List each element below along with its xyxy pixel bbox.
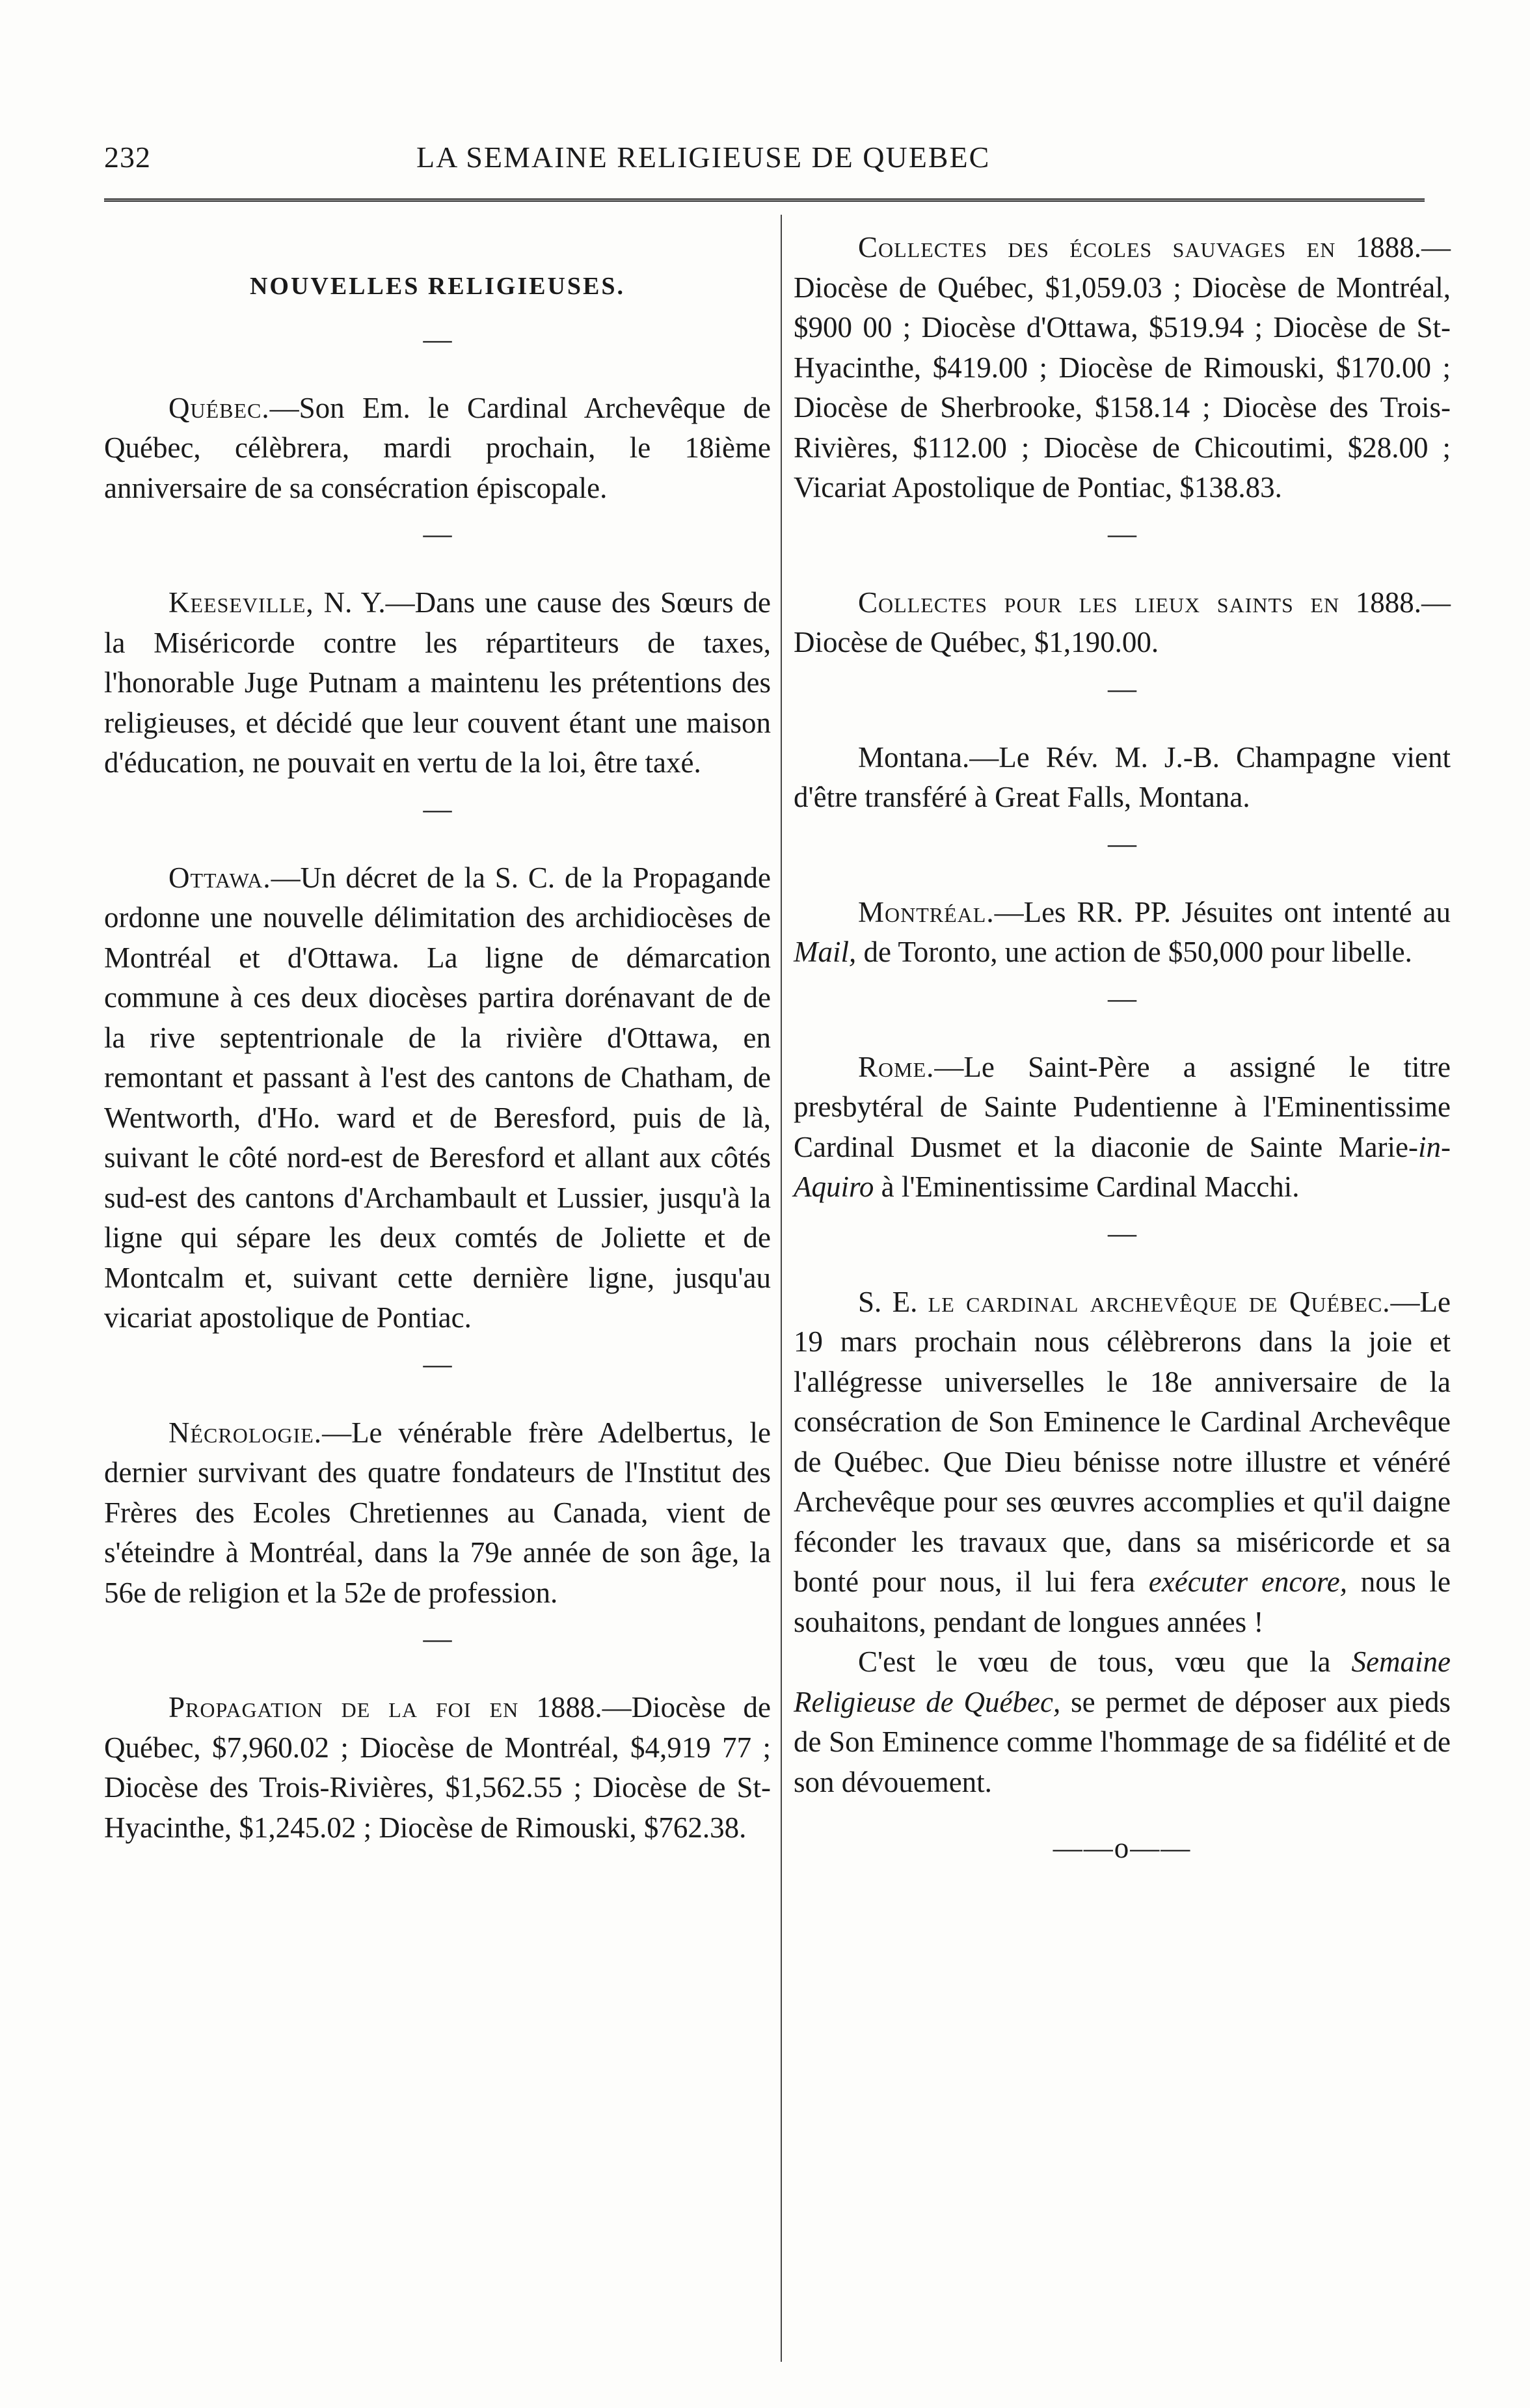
article-lead: Collectes des écoles sauvages en <box>858 231 1336 264</box>
publication-title: Semaine Religieuse de Québec, <box>794 1645 1451 1718</box>
article-text: 1888.—Diocèse de Québec, $1,190.00. <box>794 586 1451 658</box>
article-text: de Toronto, une action de $50,000 pour libelle. <box>863 936 1412 968</box>
separator: — <box>1108 672 1136 705</box>
right-column <box>794 228 1451 1869</box>
end-ornament: ——o—— <box>1053 1832 1192 1864</box>
article-text: 1888.—Diocèse de Québec, $1,059.03 ; Diocèse de Montréal, $900 00 ; Diocèse d'Ottawa, $519.94 ; Diocèse de St-Hyacinthe, $419.00 ; Diocèse de Rimouski, $170.00 ; Diocèse de Sherbrooke, $158.14 ; Diocèse des Trois-Rivières, $112.00 ; Diocèse de Chicoutimi, $28.00 ; Vicariat Apostolique de Pontiac, $138.83. <box>794 231 1451 504</box>
page-number: 232 <box>104 141 151 174</box>
page-header <box>104 140 1184 179</box>
article-montreal <box>794 893 1451 973</box>
article-keeseville <box>104 583 771 783</box>
article-cardinal <box>794 1282 1451 1643</box>
article-text: —Le vénérable frère Adelbertus, le dernier survivant des quatre fondateurs de l'Institut des Frères des Ecoles Chretiennes au Canada, vient de s'éteindre à Montréal, dans la 79e année de son âge, la 56e de religion et la 52e de profession. <box>104 1416 771 1609</box>
article-text: se permet de déposer aux pieds de Son Eminence comme l'hommage de sa fidélité et de son dévouement. <box>794 1685 1451 1798</box>
article-montana <box>794 738 1451 818</box>
article-text: —Son Em. le Cardinal Archevêque de Québec, célèbrera, mardi prochain, le 18ième anniversaire de sa consécration épiscopale. <box>104 391 771 504</box>
article-text: 1888.—Diocèse de Québec, $7,960.02 ; Diocèse de Montréal, $4,919 77 ; Diocèse des Trois-Rivières, $1,562.55 ; Diocèse de St-Hyacinthe, $1,245.02 ; Diocèse de Rimouski, $762.38. <box>104 1691 772 1844</box>
article-lead: le cardinal archevêque de Québec. <box>928 1285 1391 1318</box>
newspaper-title: Mail, <box>794 936 857 968</box>
column-divider <box>781 215 782 2362</box>
article-text: C'est le vœu de tous, vœu que la <box>858 1645 1331 1678</box>
article-propagation <box>104 1688 771 1848</box>
article-text: —Les RR. PP. Jésuites ont intenté au <box>994 895 1451 928</box>
article-text: Montana.—Le Rév. M. J.-B. Champagne vient d'être transféré à Great Falls, Montana. <box>794 740 1451 813</box>
left-column <box>104 228 771 1848</box>
separator: — <box>423 792 452 825</box>
article-ottawa <box>104 858 771 1338</box>
article-text: —Le Saint-Père a assigné le titre presbytéral de Sainte Pudentienne à l'Eminentissime Cardinal Dusmet et la diaconie de Sainte Marie- <box>794 1050 1451 1163</box>
article-quebec <box>104 388 771 509</box>
article-lead: Propagation de la foi en <box>168 1691 519 1724</box>
article-collectes-lieux <box>794 583 1451 663</box>
article-lead: Montréal. <box>858 895 995 928</box>
separator: — <box>423 323 452 355</box>
separator: — <box>1108 1217 1136 1249</box>
header-rule <box>104 198 1425 207</box>
article-necrologie <box>104 1413 771 1614</box>
separator: — <box>1108 517 1136 550</box>
article-text: nous le souhaitons, pendant de longues années ! <box>794 1565 1451 1638</box>
running-title: LA SEMAINE RELIGIEUSE DE QUEBEC <box>416 141 991 174</box>
separator: — <box>423 1347 452 1380</box>
section-heading: NOUVELLES RELIGIEUSES. <box>249 273 626 300</box>
article-text: —Le 19 mars prochain nous célèbrerons dans la joie et l'allégresse universelles le 18e anniversaire de la consécration de Son Eminence le Cardinal Archevêque de Québec. Que Dieu bénisse notre illustre et vénéré Archevêque pour ses œuvres accomplies et qu'il daigne féconder les travaux que, dans sa miséricorde et sa bonté pour nous, il lui fera <box>794 1285 1451 1598</box>
article-collectes-ecoles <box>794 228 1451 508</box>
article-lead: S. E. <box>858 1285 918 1318</box>
separator: — <box>423 1623 452 1655</box>
article-lead: Québec. <box>168 391 270 424</box>
article-lead: Keeseville, <box>168 586 314 619</box>
article-text: N. Y.—Dans une cause des Sœurs de la Miséricorde contre les répartiteurs de taxes, l'honorable Juge Putnam a maintenu les prétentions des religieuses, et décidé que leur couvent étant une maison d'éducation, ne pouvait en vertu de la loi, être taxé. <box>104 586 771 779</box>
church-name: in-Aquiro <box>794 1130 1451 1203</box>
article-cardinal-closing <box>794 1642 1451 1802</box>
separator: — <box>1108 827 1136 859</box>
article-lead: Rome. <box>858 1050 935 1083</box>
article-lead: Ottawa. <box>168 861 271 894</box>
article-lead: Nécrologie. <box>168 1416 323 1449</box>
separator: — <box>1108 982 1136 1014</box>
separator: — <box>423 518 452 550</box>
article-lead: Collectes pour les lieux saints en <box>858 586 1340 619</box>
article-text: à l'Eminentissime Cardinal Macchi. <box>881 1170 1300 1203</box>
article-rome <box>794 1048 1451 1208</box>
article-text: —Un décret de la S. C. de la Propagande ordonne une nouvelle délimitation des archidiocèses de Montréal et d'Ottawa. La ligne de démarcation commune à ces deux diocèses partira dorénavant de de la rive septentrionale de la rivière d'Ottawa, en remontant et passant à l'est des cantons de Chatham, de Wentworth, d'Ho. ward et de Beresford, puis de là, suivant le côté nord-est de Beresford et allant aux côtés sud-est des cantons d'Archambault et Lussier, jusqu'à la ligne qui sépare les deux comtés de Joliette et de Montcalm et, suivant cette dernière ligne, jusqu'au vicariat apostolique de Pontiac. <box>104 861 771 1334</box>
emphasis: exécuter encore, <box>1148 1565 1347 1598</box>
